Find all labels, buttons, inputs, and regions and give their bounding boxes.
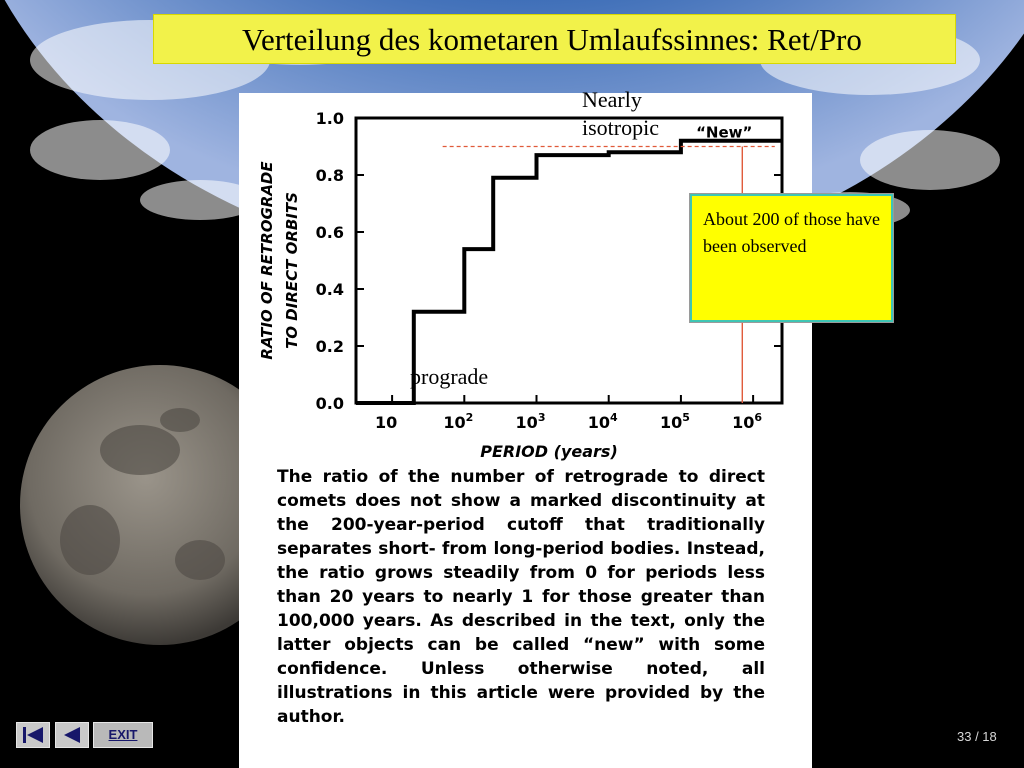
exit-button[interactable] <box>93 722 153 748</box>
y-tick-label: 0.6 <box>315 223 344 242</box>
y-axis-label-line1: RATIO OF RETROGRADE <box>258 161 276 360</box>
figure-caption: The ratio of the number of retrograde to direct comets does not show a marked discontinuity at the 200-year-period cutoff that traditionally separates short- from long-period bodies. Instead, the ratio grows steadily from 0 for periods less than 20 years to nearly 1 for those greater than 100,000 years. As described in the text, only the latter objects can be called “new” with some confidence. Unless otherwise noted, all illustrations in this article were provided by the author. <box>277 467 765 727</box>
exit-button-label: EXIT <box>108 727 138 742</box>
first-slide-button[interactable] <box>16 722 50 748</box>
y-tick-label: 1.0 <box>315 109 344 128</box>
x-tick-label: $10^6$ <box>732 411 763 432</box>
new-label: “New” <box>696 123 753 142</box>
y-tick-label: 0.2 <box>315 337 344 356</box>
observation-note-text: About 200 of those have been observed <box>703 209 880 256</box>
slide-title: Verteilung des kometaren Umlaufssinnes: Ret/Pro <box>242 22 862 57</box>
slide-title-bar <box>153 14 956 64</box>
x-tick-label: $10^2$ <box>443 411 474 432</box>
prograde-label: prograde <box>410 364 489 389</box>
nearly-isotropic-label-line2: isotropic <box>582 115 659 140</box>
x-tick-label: $10^3$ <box>515 411 546 432</box>
page-number: 33 / 18 <box>957 729 997 744</box>
nearly-isotropic-label-line1: Nearly <box>582 87 642 112</box>
observation-note-box <box>690 194 893 322</box>
y-tick-label: 0.8 <box>315 166 344 185</box>
y-tick-label: 0.4 <box>315 280 344 299</box>
x-tick-label: $10^4$ <box>587 411 618 432</box>
triangle-left-icon <box>56 723 88 747</box>
y-axis-label-line2: TO DIRECT ORBITS <box>283 192 301 349</box>
x-tick-label: 10 <box>374 413 398 432</box>
x-axis-label: PERIOD (years) <box>480 442 618 461</box>
previous-slide-button[interactable] <box>55 722 89 748</box>
y-tick-label: 0.0 <box>315 394 344 413</box>
skip-back-icon <box>17 723 49 747</box>
x-tick-label: $10^5$ <box>659 411 690 432</box>
